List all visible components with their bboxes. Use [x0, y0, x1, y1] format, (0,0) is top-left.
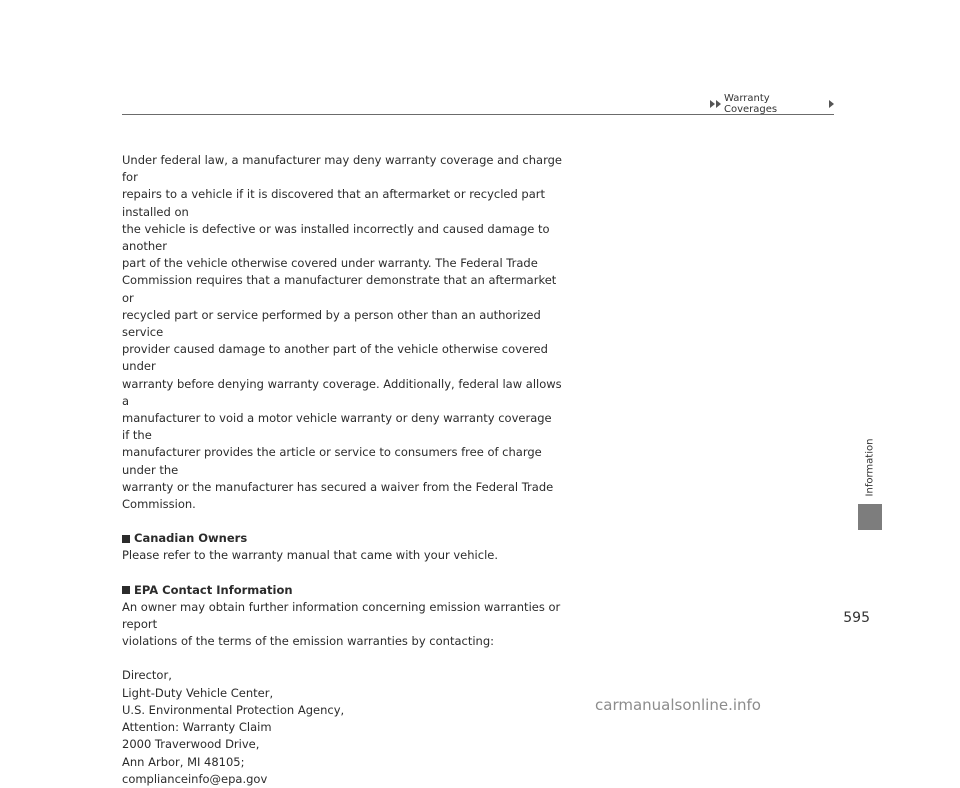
- breadcrumb-label[interactable]: Warranty Coverages: [724, 93, 778, 115]
- section-tab-marker: [858, 504, 882, 530]
- intro-paragraph: Under federal law, a manufacturer may deny warranty coverage and charge for repairs to a vehicle if it is discovered that an aftermarket or recycled part installed on the vehicle is defective or was installed incorrectly and caused damage to another part of the vehicle otherwise covered under warranty. The Federal Trade Commission requires that a manufacturer demonstrate that an aftermarket or recycled part or service performed by a person other than an authorized service provider caused damage to another part of the vehicle otherwise covered under warranty before denying warranty coverage. Additionally, federal law allows a manufacturer to void a motor vehicle warranty or deny warranty coverage if the manufacturer provides the article or service to consumers free of charge under the warranty or the manufacturer has secured a waiver from the Federal Trade Commission.: [122, 153, 562, 512]
- square-bullet-icon: [122, 586, 130, 594]
- epa-contact-title: EPA Contact Information: [134, 582, 293, 597]
- canadian-owners-text: Please refer to the warranty manual that came with your vehicle.: [122, 548, 498, 563]
- canadian-owners-heading: [122, 530, 562, 547]
- breadcrumb-arrow-icon: [716, 100, 721, 108]
- section-tab-label: Information: [864, 438, 876, 496]
- square-bullet-icon: [122, 535, 130, 543]
- page-content: [122, 152, 562, 788]
- epa-contact-text: An owner may obtain further information concerning emission warranties or report violations of the terms of the emission warranties by contacting:: [122, 599, 561, 649]
- header-divider: [122, 114, 834, 115]
- section-tab-information[interactable]: [857, 432, 883, 502]
- watermark: carmanualsonline.info: [595, 696, 761, 714]
- epa-address: Director, Light-Duty Vehicle Center, U.S. Environmental Protection Agency, Attention: Warranty Claim 2000 Traverwood Drive, Ann Arbor, MI 48105; complianceinfo@epa.gov: [122, 668, 345, 786]
- breadcrumb: [710, 93, 834, 115]
- canadian-owners-title: Canadian Owners: [134, 531, 248, 546]
- breadcrumb-arrow-icon: [710, 100, 715, 108]
- page-number: 595: [843, 610, 870, 626]
- breadcrumb-arrow-icon: [829, 100, 834, 108]
- epa-contact-heading: [122, 582, 562, 599]
